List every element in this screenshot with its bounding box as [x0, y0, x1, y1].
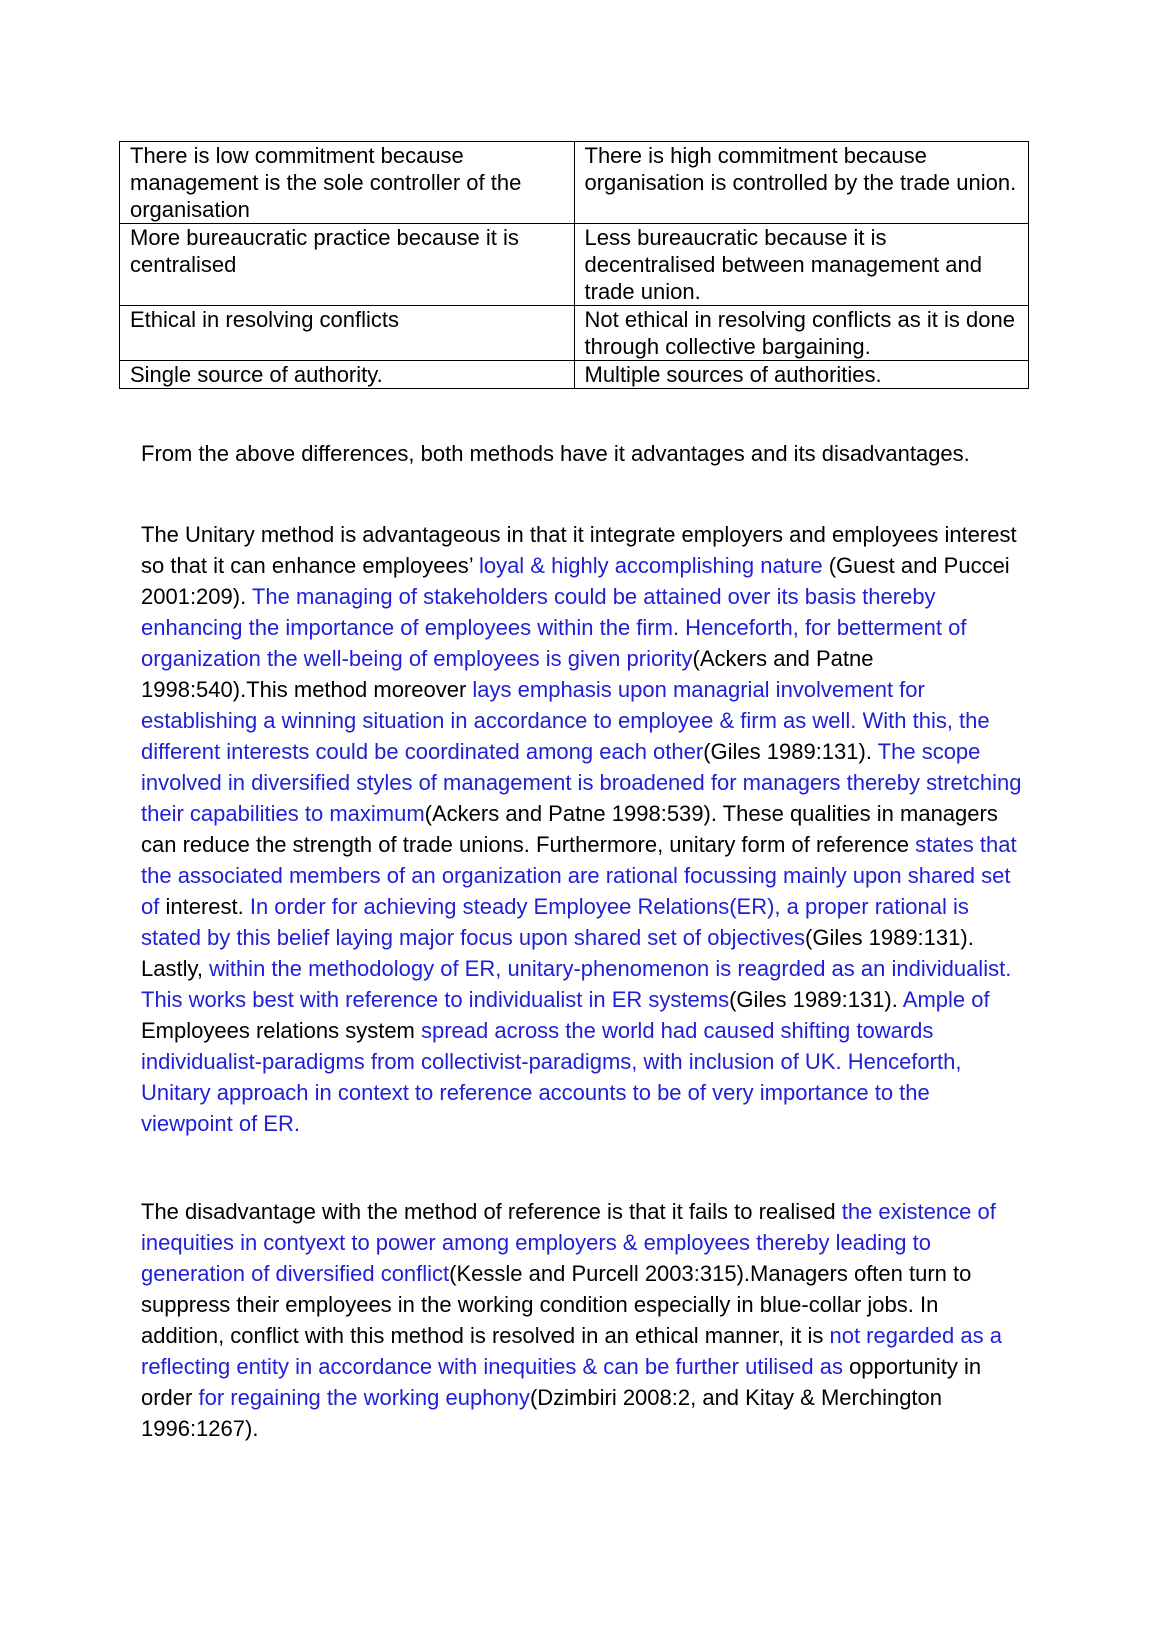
table-row [120, 224, 1029, 306]
highlighted-text-run: lays emphasis upon managrial involvement for establishing a winning situation in accordance to employee & firm as well. With this, the different interests could be coordinated among each other [141, 677, 990, 764]
table-cell: Not ethical in resolving conflicts as it is done through collective bargaining. [574, 306, 1029, 361]
text-run: (Dzimbiri 2008:2, and Kitay & Merchington 1996:1267). [141, 1385, 943, 1441]
table-cell: There is low commitment because management is the sole controller of the organisation [120, 142, 575, 224]
table-row [120, 361, 1029, 389]
highlighted-text-run: loyal & highly accomplishing nature [478, 553, 823, 578]
comparison-table [119, 141, 1029, 389]
text-run: (Guest and Puccei 2001:209). [141, 553, 1010, 609]
highlighted-text-run: spread across the world had caused shifting towards individualist-paradigms from collectivist-paradigms, with inclusion of UK. Henceforth, Unitary approach in context to reference accounts to be of very importance to the viewpoint of ER. [141, 1018, 962, 1136]
text-run: (Giles 1989:131). [729, 987, 903, 1012]
text-run: Employees relations system [141, 1018, 421, 1043]
text-run: (Giles 1989:131). [703, 739, 878, 764]
text-run: (Kessle and Purcell 2003:315).Managers often turn to suppress their employees in the working condition especially in blue-collar jobs. In addition, conflict with this method is resolved in an ethical manner, it is [141, 1261, 972, 1348]
text-run: (Ackers and Patne 1998:539). These qualities in managers can reduce the strength of trade unions. Furthermore, unitary form of reference [141, 801, 998, 857]
text-run: (Giles 1989:131). Lastly, [141, 925, 974, 981]
text-run: (Ackers and Patne 1998:540).This method moreover [141, 646, 874, 702]
text-run: opportunity in order [141, 1354, 982, 1410]
table-cell: Ethical in resolving conflicts [120, 306, 575, 361]
highlighted-text-run: the existence of inequities in contyext to power among employers & employees thereby leading to generation of diversified conflict [141, 1199, 996, 1286]
table-cell: Multiple sources of authorities. [574, 361, 1029, 389]
table-cell: There is high commitment because organisation is controlled by the trade union. [574, 142, 1029, 224]
highlighted-text-run: states that the associated members of an organization are rational focussing mainly upon shared set of [141, 832, 1017, 919]
highlighted-text-run: within the methodology of ER, unitary-phenomenon is reagrded as an individualist. This works best with reference to individualist in ER systems [141, 956, 1012, 1012]
table-row [120, 306, 1029, 361]
table-cell: Single source of authority. [120, 361, 575, 389]
table-cell: More bureaucratic practice because it is centralised [120, 224, 575, 306]
disadvantages-paragraph [141, 1196, 1026, 1464]
advantages-paragraph [141, 519, 1026, 1159]
text-run: The disadvantage with the method of reference is that it fails to realised [141, 1199, 842, 1224]
highlighted-text-run: The scope involved in diversified styles of management is broadened for managers thereby stretching their capabilities to maximum [141, 739, 1022, 826]
highlighted-text-run: Ample of [902, 987, 990, 1012]
summary-paragraph [141, 438, 1026, 489]
table-row [120, 142, 1029, 224]
highlighted-text-run: In order for achieving steady Employee Relations(ER), a proper rational is stated by this belief laying major focus upon shared set of objectives [141, 894, 969, 950]
text-run: The Unitary method is advantageous in that it integrate employers and employees interest so that it can enhance employees’ [141, 522, 1017, 578]
highlighted-text-run: not regarded as a reflecting entity in accordance with inequities & can be further utilised as [141, 1323, 1002, 1379]
table-cell: Less bureaucratic because it is decentralised between management and trade union. [574, 224, 1029, 306]
text-run: interest. [165, 894, 250, 919]
highlighted-text-run: The managing of stakeholders could be attained over its basis thereby enhancing the importance of employees within the firm. Henceforth, for betterment of organization the well-being of employees is given priority [141, 584, 967, 671]
text-run: From the above differences, both methods have it advantages and its disadvantages. [141, 441, 970, 466]
highlighted-text-run: for regaining the working euphony [198, 1385, 530, 1410]
